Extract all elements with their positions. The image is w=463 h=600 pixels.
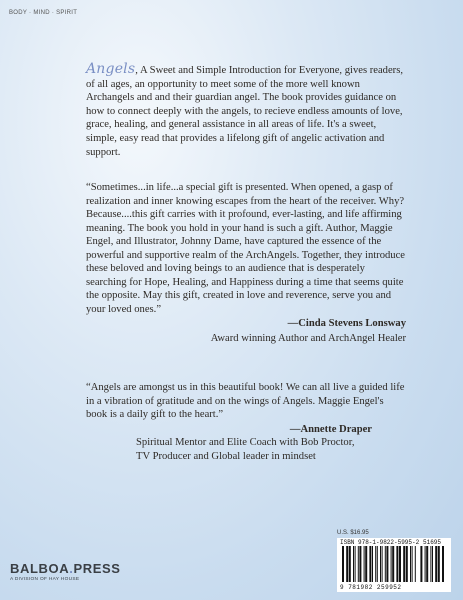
quote-author-desc: Award winning Author and ArchAngel Healer bbox=[210, 332, 406, 344]
quote-author-desc-line2: TV Producer and Global leader in mindset bbox=[136, 450, 316, 462]
quote-author-desc-line1: Spiritual Mentor and Elite Coach with Bob Proctor, bbox=[136, 437, 355, 448]
quote-text: “Angels are amongst us in this beautiful book! We can all live a guided life in a vibration of gratitude and on the wings of Angels. Maggie Engel's book is a daily gift to the heart.” bbox=[86, 382, 405, 420]
quote-text: “Sometimes...in life...a special gift is presented. When opened, a gasp of realization and inner knowing escapes from the heart of the receiver. Why? Because....this gift carries with it profound, ever-lasting, and life affirming meaning. The book you hold in your hand is such a gift. Author, Maggie Engel, and Illustrator, Johnny Dame, have captured the essence of the powerful and supportive realm of the ArchAngels. Together, they introduce these beloved and loving beings to an audience that is desperately searching for Hope, Healing, and Happiness during a time that seems quite the opposite. May this gift, created in love and reverence, serve you and your loved ones.” bbox=[86, 182, 406, 315]
intro-paragraph bbox=[86, 63, 406, 159]
price-label: U.S. $16.95 bbox=[337, 530, 369, 536]
isbn-text: ISBN 978-1-9822-5995-2 bbox=[340, 539, 420, 546]
publisher-name: BALBOA.PRESS bbox=[10, 561, 121, 576]
barcode-graphic bbox=[340, 546, 448, 584]
quote-author: —Annette Draper bbox=[289, 423, 372, 435]
publisher-logo bbox=[10, 561, 121, 582]
barcode-digits bbox=[340, 584, 402, 591]
testimonial-1 bbox=[86, 181, 406, 345]
category-label: BODY · MIND · SPIRIT bbox=[9, 10, 78, 16]
testimonial-2 bbox=[86, 381, 406, 463]
title-word: Angels bbox=[86, 61, 136, 77]
barcode-block bbox=[337, 538, 451, 592]
quote-author: —Cinda Stevens Lonsway bbox=[287, 318, 406, 329]
ean-digits: 9 781982 259952 bbox=[340, 584, 402, 591]
intro-text: , A Sweet and Simple Introduction for Everyone, gives readers, of all ages, an opportunity to meet some of the more well known Archangels and and their guardian angel. The book provides guidance on how to connect deeply with the angels, to recieve endless amounts of love, grace, healing, and general assistance in all areas of life. It's a sweet, simple, easy read that provides a lifelong gift of angelic activation and support. bbox=[86, 65, 403, 158]
addon-digits: 51695 bbox=[423, 539, 442, 546]
publisher-subtitle: A DIVISION OF HAY HOUSE bbox=[10, 577, 80, 582]
